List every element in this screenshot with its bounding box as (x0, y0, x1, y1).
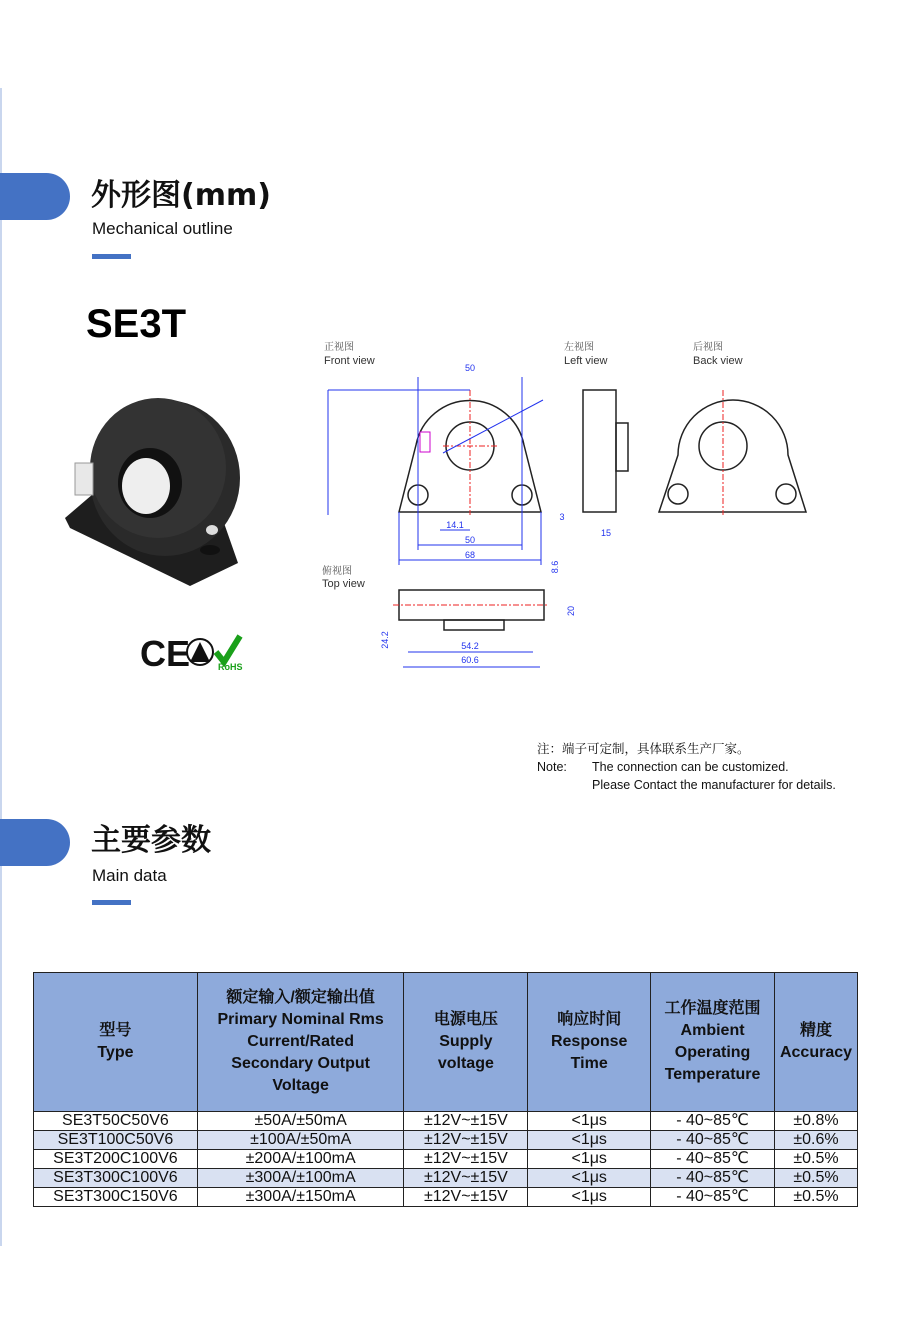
back-view-cn: 后视图 (693, 342, 723, 353)
table-cell: ±12V~±15V (404, 1169, 528, 1188)
table-cell: - 40~85℃ (651, 1112, 775, 1131)
note-label-en: Note: (537, 760, 567, 774)
page-edge-line (0, 88, 2, 1246)
header-en: Voltage (272, 1077, 329, 1094)
table-cell: <1μs (528, 1131, 651, 1150)
connector-pins (420, 432, 430, 452)
table-cell: - 40~85℃ (651, 1188, 775, 1207)
table-cell: SE3T200C100V6 (34, 1150, 198, 1169)
header-en: Operating (674, 1044, 751, 1061)
header-en: Ambient (680, 1022, 745, 1039)
header-cn: 型号 (99, 1022, 132, 1039)
certification-logos (140, 630, 250, 672)
dim-label: 3 (559, 512, 565, 522)
table-row (34, 1150, 858, 1169)
model-name: SE3T (86, 302, 187, 346)
table-row (34, 1131, 858, 1150)
header-cn: 精度 (799, 1022, 832, 1039)
table-cell: ±50A/±50mA (197, 1112, 404, 1131)
note-line-1: The connection can be customized. (592, 760, 789, 774)
note-label-cn: 注： (537, 742, 563, 756)
left-view-cn: 左视图 (564, 342, 594, 353)
table-cell: <1μs (528, 1188, 651, 1207)
table-cell: <1μs (528, 1112, 651, 1131)
header-en: Type (97, 1044, 134, 1061)
column-header (404, 973, 528, 1112)
table-cell: SE3T100C50V6 (34, 1131, 198, 1150)
header-en: Temperature (664, 1066, 761, 1083)
front-view-label: Front view (324, 355, 375, 367)
table-row (34, 1169, 858, 1188)
svg-text:CE: CE (140, 633, 191, 672)
dim-label: 68 (464, 550, 476, 560)
table-row (34, 1188, 858, 1207)
dim-label: 50 (464, 535, 476, 545)
table-cell: ±12V~±15V (404, 1112, 528, 1131)
column-header (775, 973, 858, 1112)
header-en: Primary Nominal Rms (217, 1011, 384, 1028)
top-view-cn: 俯视图 (322, 566, 352, 577)
table-row (34, 1112, 858, 1131)
left-view-label: Left view (564, 355, 608, 367)
header-cn: 响应时间 (557, 1011, 622, 1028)
table-cell: ±12V~±15V (404, 1150, 528, 1169)
section-underline (92, 254, 131, 259)
back-view-label: Back view (693, 355, 743, 367)
dim-label: 24.2 (380, 631, 390, 649)
dim-label: 50 (464, 363, 476, 373)
header-cn: 额定输入/额定输出值 (226, 989, 375, 1006)
section-title-en: Main data (92, 866, 167, 885)
table-cell: ±0.5% (775, 1188, 858, 1207)
header-en: Current/Rated (247, 1033, 354, 1050)
table-cell: <1μs (528, 1169, 651, 1188)
section-title-en: Mechanical outline (92, 219, 233, 238)
table-cell: SE3T300C150V6 (34, 1188, 198, 1207)
table-cell: ±200A/±100mA (197, 1150, 404, 1169)
table-cell: SE3T300C100V6 (34, 1169, 198, 1188)
table-cell: ±0.5% (775, 1169, 858, 1188)
dim-label: 15 (600, 528, 612, 538)
dim-label: 8.6 (550, 560, 560, 574)
main-data-table (33, 972, 858, 1207)
section-tab-marker (0, 173, 70, 220)
front-view-cn: 正视图 (324, 342, 354, 353)
dim-label: 60.6 (461, 655, 479, 665)
column-header (651, 973, 775, 1112)
esd-icon (187, 639, 213, 665)
header-en: Time (570, 1055, 608, 1072)
dim-label: 54.2 (461, 641, 479, 651)
table-cell: ±0.6% (775, 1131, 858, 1150)
table-cell: ±300A/±150mA (197, 1188, 404, 1207)
section-underline (92, 900, 131, 905)
header-en: Response (550, 1033, 628, 1050)
header-en: Secondary Output (231, 1055, 370, 1072)
note-line-2: Please Contact the manufacturer for details. (592, 778, 836, 792)
table-cell: - 40~85℃ (651, 1150, 775, 1169)
section-title-cn: 外形图(mm) (91, 178, 271, 213)
table-cell: SE3T50C50V6 (34, 1112, 198, 1131)
table-cell: ±100A/±50mA (197, 1131, 404, 1150)
rohs-icon (216, 636, 243, 672)
svg-text:RoHS: RoHS (218, 662, 243, 672)
column-header (197, 973, 404, 1112)
product-photo (60, 388, 245, 588)
column-header (528, 973, 651, 1112)
dim-label: 20 (566, 605, 576, 617)
header-en: Supply (439, 1033, 493, 1050)
table-cell: ±12V~±15V (404, 1131, 528, 1150)
column-header (34, 973, 198, 1112)
dim-label: 14.1 (446, 520, 464, 530)
table-cell: - 40~85℃ (651, 1169, 775, 1188)
table-cell: <1μs (528, 1150, 651, 1169)
header-cn: 工作温度范围 (664, 1000, 761, 1017)
header-cn: 电源电压 (433, 1011, 498, 1028)
table-cell: ±12V~±15V (404, 1188, 528, 1207)
section-title-cn: 主要参数 (91, 823, 211, 858)
table-cell: - 40~85℃ (651, 1131, 775, 1150)
section-tab-marker (0, 819, 70, 866)
mechanical-drawing (318, 335, 818, 680)
note-text-cn: 端子可定制，具体联系生产厂家。 (562, 742, 750, 756)
top-view-label: Top view (322, 578, 365, 590)
header-en: Accuracy (779, 1044, 853, 1061)
table-cell: ±0.8% (775, 1112, 858, 1131)
header-en: voltage (437, 1055, 494, 1072)
table-cell: ±0.5% (775, 1150, 858, 1169)
customization-note (537, 740, 836, 794)
table-cell: ±300A/±100mA (197, 1169, 404, 1188)
